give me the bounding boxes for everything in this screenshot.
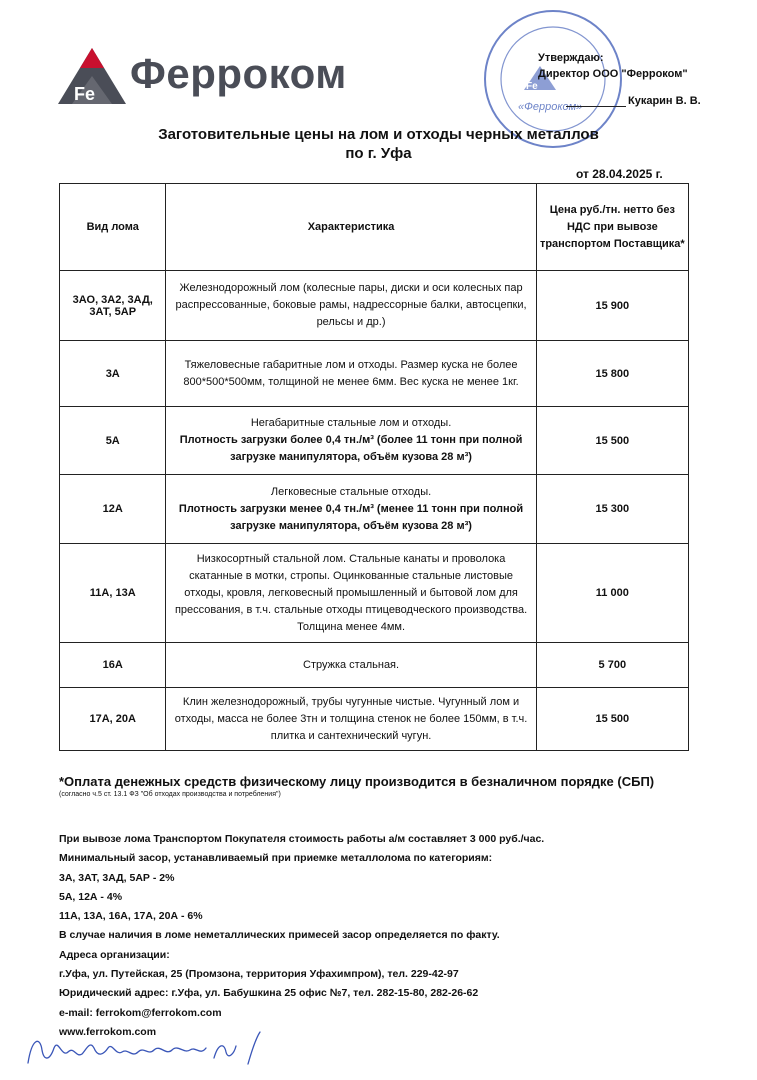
table-row [60,544,689,643]
row-type: 16А [60,643,166,688]
company-logo [58,46,358,106]
address-line: г.Уфа, ул. Путейская, 25 (Промзона, территория Уфахимпром), тел. 229-42-97 [59,968,459,981]
row-type: 5А [60,407,166,475]
svg-text:«Ферроком»: «Ферроком» [518,101,583,113]
logo-triangle-icon [58,46,128,106]
svg-text:Fe: Fe [526,81,538,92]
min-title: Минимальный засор, устанавливаемый при приемке металлолома по категориям: [59,852,493,865]
approval-line-2: Директор ООО "Ферроком" [538,68,688,80]
table-row [60,271,689,341]
row-description: Легковесные стальные отходы. Плотность загрузки менее 0,4 тн./м³ (менее 11 тонн при полной загрузке манипулятора, объём кузова 28 м³) [166,475,536,544]
legal-address-line: Юридический адрес: г.Уфа, ул. Бабушкина 25 офис №7, тел. 282-15-80, 282-26-62 [59,987,479,1000]
row-price: 15 800 [536,341,688,407]
row-price: 15 500 [536,688,688,751]
logo-badge: Fe [74,84,96,104]
row-type: 3АО, 3А2, 3АД, 3АТ, 5АР [60,271,166,341]
row-description: Клин железнодорожный, трубы чугунные чистые. Чугунный лом и отходы, масса не более 3тн и толщина стенок не более 150мм, в т.ч. плитка и сантехнический чугун. [166,688,536,751]
row-price: 11 000 [536,544,688,643]
table-row [60,475,689,544]
transport-note: При вывозе лома Транспортом Покупателя стоимость работы а/м составляет 3 000 руб./час. [59,833,545,845]
row-description: Тяжеловесные габаритные лом и отходы. Размер куска не более 800*500*500мм, толщиной не менее 6мм. Вес куска не менее 1кг. [166,341,536,407]
row-description: Стружка стальная. [166,643,536,688]
title-line-2: по г. Уфа [345,145,412,162]
logo-text: Ферроком [130,50,347,97]
row-type: 3А [60,341,166,407]
row-type: 11А, 13А [60,544,166,643]
row-price: 15 300 [536,475,688,544]
row-price: 15 900 [536,271,688,341]
document-date: от 28.04.2025 г. [576,167,663,181]
address-title: Адреса организации: [59,948,170,961]
min-item: 5А, 12А - 4% [59,890,123,903]
approval-line-3: Кукарин В. В. [628,95,701,107]
row-type: 17А, 20А [60,688,166,751]
footnote-small: (согласно ч.5 ст. 13.1 ФЗ "Об отходах производства и потребления") [59,791,281,798]
row-price: 15 500 [536,407,688,475]
min-item: 3А, 3АТ, 3АД, 5АР - 2% [59,871,175,884]
table-row [60,407,689,475]
table-header-row [60,184,689,271]
info-block [59,830,709,1042]
title-line-1: Заготовительные цены на лом и отходы черных металлов [158,126,599,143]
row-price: 5 700 [536,643,688,688]
footnote-main: *Оплата денежных средств физическому лицу производится в безналичном порядке (СБП) [59,774,655,789]
header-description: Характеристика [166,184,536,271]
row-description: Негабаритные стальные лом и отходы. Плотность загрузки более 0,4 тн./м³ (более 11 тонн при полной загрузке манипулятора, объём кузова 28 м³) [166,407,536,475]
min-item: 11А, 13А, 16А, 17А, 20А - 6% [59,910,203,923]
website-link[interactable]: www.ferrokom.com [59,1025,157,1038]
row-description: Железнодорожный лом (колесные пары, диски и оси колесных пар распрессованные, боковые рамы, надрессорные балки, автосцепки, рельсы и др.) [166,271,536,341]
row-type: 12А [60,475,166,544]
approval-block [538,50,701,107]
document-title [0,125,757,163]
price-table [59,183,689,751]
footnote [59,774,709,798]
handwritten-signature [20,1028,280,1073]
table-row [60,643,689,688]
header-type: Вид лома [60,184,166,271]
table-row [60,341,689,407]
table-row [60,688,689,751]
signature-line [566,106,626,107]
row-description: Низкосортный стальной лом. Стальные канаты и проволока скатанные в мотки, стропы. Оцинкованные стальные листовые отходы, кровля, легковесный промышленный и бытовой лом для прессования, в т.ч. стальные отходы птицеводческого производства. Толщина менее 4мм. [166,544,536,643]
approval-line-1: Утверждаю: [538,52,604,64]
header-price: Цена руб./тн. нетто без НДС при вывозе транспортом Поставщика* [536,184,688,271]
nonmetal-note: В случае наличия в ломе неметаллических примесей засор определяется по факту. [59,929,500,942]
email-link[interactable]: e-mail: ferrokom@ferrokom.com [59,1006,222,1019]
